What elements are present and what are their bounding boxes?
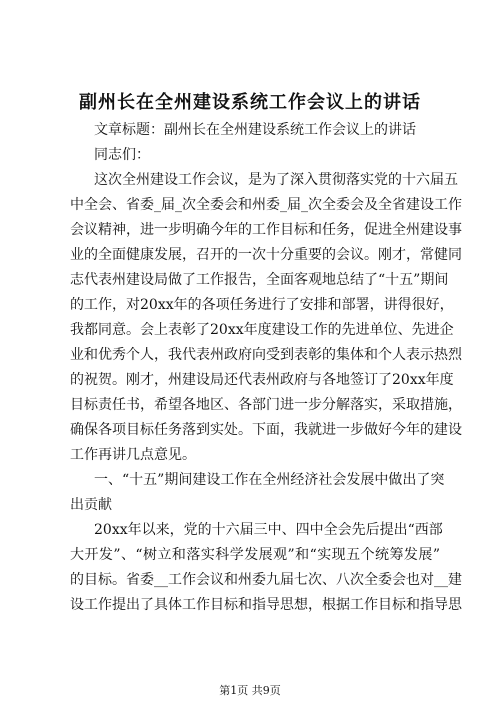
paragraph-line: 20xx年以来，党的十六届三中、四中全会先后提出“西部 — [94, 522, 443, 538]
paragraph-line: 目标责任书，希望各地区、各部门进一步分解落实，采取措施， — [70, 397, 462, 413]
paragraph-line: 工作再讲几点意见。 — [70, 447, 196, 463]
paragraph-line: 业和优秀个人，我代表州政府向受到表彰的集体和个人表示热烈 — [70, 347, 462, 363]
paragraph-line: 志代表州建设局做了工作报告，全面客观地总结了“十五”期间 — [70, 272, 449, 288]
page-footer: 第1页 共9页 — [219, 684, 281, 697]
paragraph-line: 确保各项目标任务落到实处。下面，我就进一步做好今年的建设 — [70, 422, 462, 438]
article-title-line: 文章标题：副州长在全州建设系统工作会议上的讲话 — [94, 122, 416, 138]
paragraph-line: 这次全州建设工作会议，是为了深入贯彻落实党的十六届五 — [94, 172, 458, 188]
paragraph-line: 的工作，对20xx年的各项任务进行了安排和部署，讲得很好， — [70, 297, 454, 313]
paragraph-line: 大开发”、“树立和落实科学发展观”和“实现五个统筹发展” — [70, 547, 440, 563]
paragraph-line: 业的全面健康发展，召开的一次十分重要的会议。刚才，常健同 — [70, 247, 462, 263]
paragraph-line: 设工作提出了具体工作目标和指导思想，根据工作目标和指导思 — [70, 597, 462, 613]
paragraph-line: 的目标。省委__工作会议和州委九届七次、八次全委会也对__建 — [70, 572, 462, 588]
paragraph-line: 会议精神，进一步明确今年的工作目标和任务，促进全州建设事 — [70, 222, 462, 238]
document-title: 副州长在全州建设系统工作会议上的讲话 — [79, 92, 421, 113]
paragraph-line: 的祝贺。刚才，州建设局还代表州政府与各地签订了20xx年度 — [70, 372, 454, 388]
paragraph-line: 我都同意。会上表彰了20xx年度建设工作的先进单位、先进企 — [70, 322, 454, 338]
section-heading-line: 一、“十五”期间建设工作在全州经济社会发展中做出了突 — [94, 472, 445, 488]
salutation-line: 同志们： — [94, 147, 150, 163]
paragraph-line: 中全会、省委_届_次全委会和州委_届_次全委会及全省建设工作 — [70, 197, 462, 213]
section-heading-line: 出贡献 — [70, 497, 112, 513]
